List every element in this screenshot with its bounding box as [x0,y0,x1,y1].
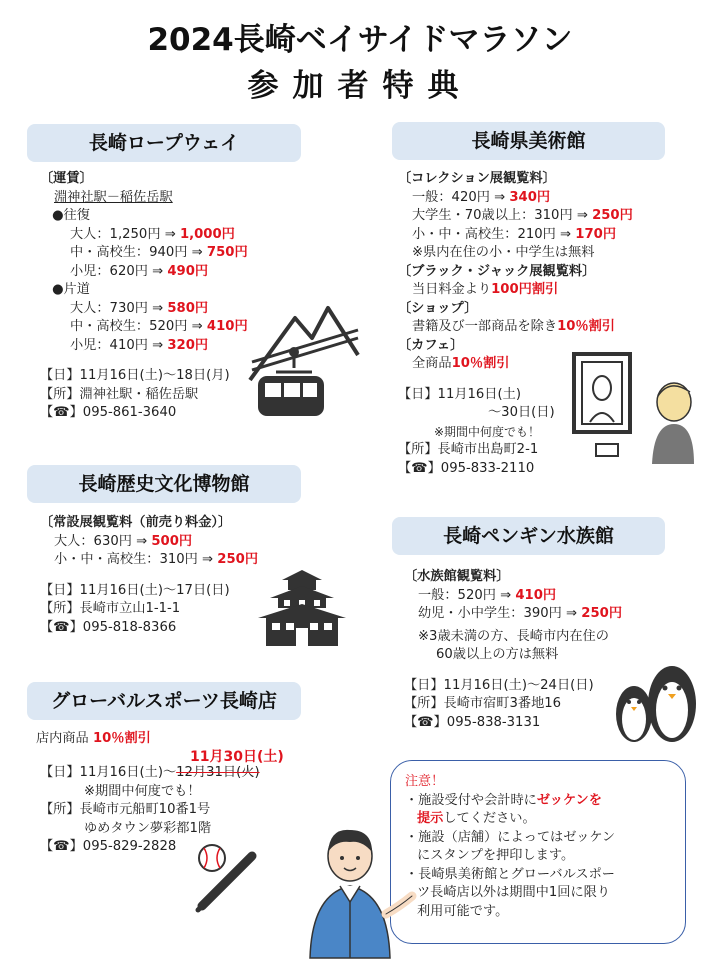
place-info: 【所】長崎市元船町10番1号 [40,802,211,817]
route-label: 淵神社駅－稲佐岳駅 [54,189,173,205]
date-info: 【日】11月16日(土)～17日(日) [40,582,230,598]
anytime-note: ※期間中何度でも！ [84,783,201,799]
tel-info: 【☎】095-838-3131 [404,714,541,730]
notice-title: 注意！ [405,774,445,789]
sports-section [36,730,151,749]
ropeway-icon [250,300,360,420]
text-segment: 500円 [151,533,193,549]
text-segment: 書籍及び一部商品を除き [412,319,558,334]
text-segment: 大人：730円 ⇒ [70,300,168,316]
text-segment: 提示 [417,811,444,826]
free-note-1: ※3歳未満の方、長崎市内在住の [418,628,609,644]
history-header: 長崎歴史文化博物館 [27,465,301,503]
text-segment: 170円 [575,226,617,242]
text-segment: 当日料金より [412,282,492,297]
price-row [40,300,248,319]
place-info-2: ゆめタウン夢彩都1階 [84,820,212,836]
text-segment: ・施設受付や会計時に [405,792,537,808]
price-row [40,318,248,337]
page-subtitle: 参加者特典 [247,68,473,104]
text-segment: 250円 [217,552,259,567]
text-segment: 中・高校生：520円 ⇒ [70,319,207,334]
text-segment: 250円 [581,606,623,621]
place-info: 【所】長崎市宿町3番地16 [404,696,562,711]
notice-item-3-cont: ツ長崎店以外は期間中1回に限り [417,885,611,900]
price-row [398,189,633,208]
text-segment: 店内商品 [36,731,93,746]
roundtrip-label: ●往復 [52,208,90,223]
penguin-icon [612,658,702,744]
fare-title: 〔運賃〕 [40,171,93,186]
notice-item-1 [405,792,615,811]
cafe-title: 〔カフェ〕 [398,337,464,353]
text-segment: 小児：410円 ⇒ [70,337,168,353]
text-segment: 410円 [206,319,248,334]
shop-offer [398,318,633,337]
notice-item-2-cont: にスタンプを押印します。 [417,848,575,863]
price-row [404,587,622,606]
text-segment: 大人：630円 ⇒ [54,533,152,549]
museum-header: 長崎県美術館 [392,122,665,160]
bj-offer [398,281,633,300]
text-segment: 一般：420円 ⇒ [412,189,510,205]
text-segment: 320円 [167,337,209,353]
tel-info: 【☎】095-833-2110 [398,460,535,476]
oneway-label: ●片道 [52,282,90,297]
place-info: 【所】長崎市出島町2-1 [398,442,539,457]
text-segment: 中・高校生：940円 ⇒ [70,245,207,260]
free-note: ※県内在住の小・中学生は無料 [412,245,595,260]
date-info: 【日】11月16日(土)～18日(月) [40,368,230,383]
penguin-header: 長崎ペンギン水族館 [392,517,665,555]
text-segment: 【日】11月16日(土)～ [40,765,177,780]
ropeway-section [40,170,248,423]
history-section [40,514,258,637]
price-row [40,244,248,263]
sports-header: グローバルスポーツ長崎店 [27,682,301,720]
ropeway-header: 長崎ロープウェイ [27,124,301,162]
price-row [40,551,258,570]
place-info: 【所】淵神社駅・稲佐岳駅 [40,386,199,402]
text-segment: 全商品 [412,356,452,371]
place-info: 【所】長崎市立山1-1-1 [40,601,181,616]
fee-title: 〔常設展観覧料（前売り料金）〕 [40,515,232,530]
staff-person-icon [300,822,418,958]
notice-box [390,760,686,944]
price-row [404,605,622,624]
free-note-2: 60歳以上の方は無料 [436,647,559,662]
text-segment: 490円 [167,263,209,279]
painting-icon [570,352,695,464]
shop-title: 〔ショップ〕 [398,300,478,316]
offer-row [36,730,151,749]
text-segment: 250円 [592,208,633,223]
text-segment: 340円 [509,189,551,205]
text-segment: 大学生・70歳以上：310円 ⇒ [412,208,593,223]
text-segment: 10％割引 [92,731,151,746]
text-segment: 10％割引 [557,319,615,334]
notice-item-2: ・施設（店舗）によってはゼッケン [405,829,616,845]
text-segment: してください。 [443,811,536,826]
price-row [40,533,258,552]
baseball-icon [190,840,260,912]
text-segment: 大人：1,250円 ⇒ [70,226,180,242]
tel-info: 【☎】095-818-8366 [40,619,177,635]
text-segment: 小・中・高校生：310円 ⇒ [54,552,218,567]
text-segment: 一般：520円 ⇒ [418,587,516,603]
tel-info: 【☎】095-829-2828 [40,839,177,854]
text-segment: ゼッケンを [536,792,602,808]
date-info: 【日】11月16日(土)～24日(日) [404,677,594,693]
price-row [40,226,248,245]
text-segment: 幼児・小中学生：390円 ⇒ [418,606,582,621]
text-segment: 750円 [206,245,248,260]
price-row [398,207,633,226]
tel-info: 【☎】095-861-3640 [40,405,177,420]
price-row [398,226,633,245]
collection-title: 〔コレクション展観覧料〕 [398,171,556,186]
notice-item-3: ・長崎県美術館とグローバルスポー [405,866,615,882]
text-segment: 小児：620円 ⇒ [70,263,168,279]
date-info-2: ～30日(日) [488,405,555,420]
new-end-date: 11月30日(土) [190,749,284,765]
price-row [40,263,248,282]
notice-item-3-cont-2: 利用可能です。 [417,903,509,919]
old-end-date: 12月31日(火) [176,765,260,780]
anytime-note: ※期間中何度でも！ [434,424,541,439]
penguin-section [404,568,622,732]
price-row [40,337,248,356]
page-title: 2024長崎ベイサイドマラソン [147,22,573,58]
bj-title: 〔ブラック・ジャック展観覧料〕 [398,263,596,279]
date-info [40,764,260,783]
fee-title: 〔水族館観覧料〕 [404,569,510,584]
date-info: 【日】11月16日(土) [398,386,521,402]
text-segment: 10％割引 [451,356,510,371]
castle-icon [252,568,352,648]
text-segment: 1,000円 [179,226,235,242]
text-segment: 小・中・高校生：210円 ⇒ [412,226,576,242]
text-segment: 100円割引 [491,282,559,297]
text-segment: 410円 [515,587,557,603]
notice-item-1-cont [405,810,615,829]
text-segment: 580円 [167,300,209,316]
